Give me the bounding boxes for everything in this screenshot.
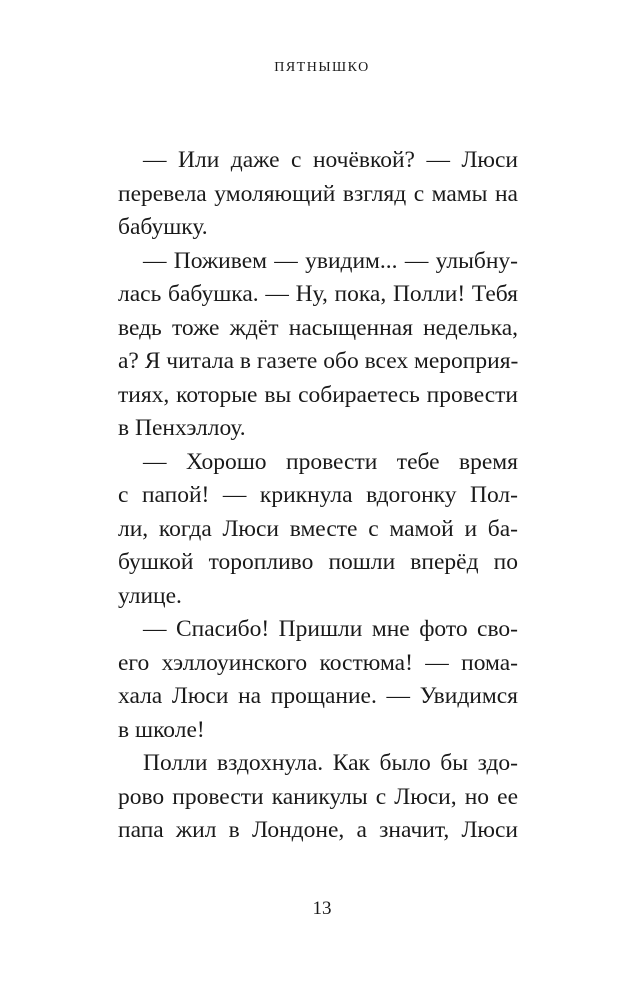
text-line: лась бабушка. — Ну, пока, Полли! Тебя	[118, 281, 518, 307]
text-line: его хэллоуинского костюма! — пома-	[118, 649, 518, 676]
text-line: бабушку.	[118, 214, 208, 240]
text-line: бушкой торопливо пошли вперёд по	[118, 549, 518, 575]
text-line: хала Люси на прощание. — Увидимся	[118, 683, 518, 709]
text-line: — Хорошо провести тебе время	[143, 448, 518, 475]
text-line: а? Я читала в газете обо всех мероприя-	[118, 348, 519, 374]
text-line: — Или даже с ночёвкой? — Люси	[143, 147, 518, 173]
text-line: улице.	[118, 582, 182, 609]
text-line: в Пенхэллоу.	[118, 415, 246, 441]
text-line: с папой! — крикнула вдогонку Пол-	[118, 482, 518, 508]
running-header: ПЯТНЫШКО	[274, 60, 370, 75]
text-line: ведь тоже ждёт насыщенная неделька,	[118, 314, 518, 341]
text-line: — Спасибо! Пришли мне фото сво-	[143, 616, 518, 642]
text-line: в школе!	[118, 716, 205, 743]
text-line: ли, когда Люси вместе с мамой и ба-	[118, 515, 518, 542]
text-line: тиях, которые вы собираетесь провести	[118, 381, 518, 408]
text-line: перевела умоляющий взгляд с мамы на	[118, 180, 518, 207]
text-line: рово провести каникулы с Люси, но ее	[118, 783, 518, 810]
body-text	[118, 144, 518, 848]
text-line: Полли вздохнула. Как было бы здо-	[143, 750, 518, 776]
page-number: 13	[312, 898, 332, 919]
text-line: — Поживем — увидим... — улыбну-	[143, 247, 518, 274]
text-line: папа жил в Лондоне, а значит, Люси	[118, 817, 518, 843]
